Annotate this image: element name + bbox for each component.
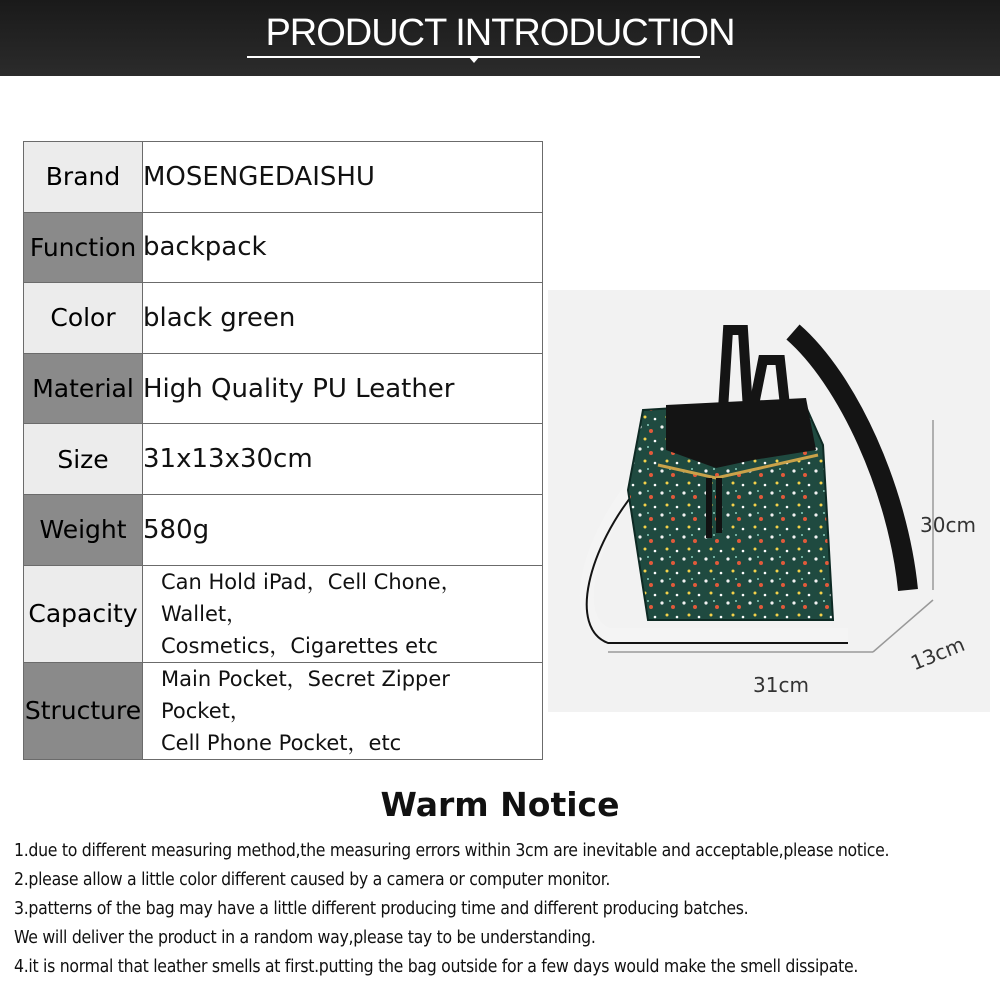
backpack-illustration xyxy=(548,290,990,712)
header-banner xyxy=(0,0,1000,76)
notice-line-3: 3.patterns of the bag may have a little different producing time and different producing batches. xyxy=(14,899,749,919)
notice-title: Warm Notice xyxy=(380,785,620,824)
spec-label-size: Size xyxy=(24,424,143,495)
table-row xyxy=(24,283,543,354)
table-row xyxy=(24,353,543,424)
dimension-depth-label: 13cm xyxy=(907,631,969,676)
table-row xyxy=(24,494,543,565)
structure-line-1: Main Pocket，Secret Zipper Pocket， xyxy=(161,666,450,723)
table-row xyxy=(24,424,543,495)
notice-line-4: We will deliver the product in a random way,please tay to be understanding. xyxy=(14,928,596,948)
spec-label-material: Material xyxy=(24,353,143,424)
table-row xyxy=(24,142,543,213)
spec-value-material: High Quality PU Leather xyxy=(143,353,543,424)
notice-line-5: 4.it is normal that leather smells at first.putting the bag outside for a few days would make the smell dissipate. xyxy=(14,957,859,977)
spec-value-weight: 580g xyxy=(143,494,543,565)
dimension-height-label: 30cm xyxy=(920,513,976,537)
notice-line-2: 2.please allow a little color different caused by a camera or computer monitor. xyxy=(14,870,611,890)
notice-line-1: 1.due to different measuring method,the measuring errors within 3cm are inevitable and acceptable,please notice. xyxy=(14,841,890,861)
spec-value-color: black green xyxy=(143,283,543,354)
table-row xyxy=(24,662,543,759)
table-row xyxy=(24,565,543,662)
capacity-line-1: Can Hold iPad，Cell Chone，Wallet， xyxy=(161,569,462,626)
spec-label-weight: Weight xyxy=(24,494,143,565)
spec-label-function: Function xyxy=(24,212,143,283)
capacity-line-2: Cosmetics，Cigarettes etc xyxy=(161,633,438,658)
dimension-width-label: 31cm xyxy=(753,673,809,697)
structure-line-2: Cell Phone Pocket，etc xyxy=(161,730,402,755)
spec-label-capacity: Capacity xyxy=(24,565,143,662)
spec-value-brand: MOSENGEDAISHU xyxy=(143,142,543,213)
spec-table xyxy=(23,141,543,760)
spec-value-structure xyxy=(143,662,543,759)
spec-label-color: Color xyxy=(24,283,143,354)
spec-label-structure: Structure xyxy=(24,662,143,759)
product-photo xyxy=(548,290,990,712)
spec-label-brand: Brand xyxy=(24,142,143,213)
spec-value-size: 31x13x30cm xyxy=(143,424,543,495)
table-row xyxy=(24,212,543,283)
caret-down-icon xyxy=(468,56,480,63)
spec-value-capacity xyxy=(143,565,543,662)
page-title: PRODUCT INTRODUCTION xyxy=(265,12,735,54)
spec-value-function: backpack xyxy=(143,212,543,283)
